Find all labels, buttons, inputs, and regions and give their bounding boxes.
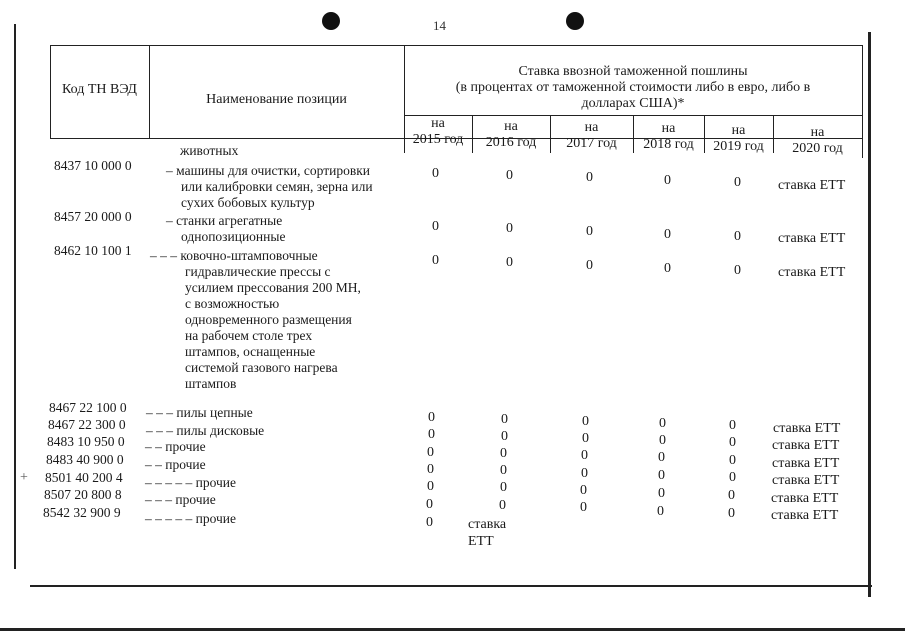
list-rate-2017: 0 bbox=[580, 483, 587, 498]
header-code: Код ТН ВЭД bbox=[62, 82, 137, 97]
name-line: усилием прессования 200 МН, bbox=[185, 280, 361, 295]
right-scan-edge bbox=[868, 32, 871, 597]
name-line: системой газового нагрева bbox=[185, 360, 338, 375]
list-rate-2019: 0 bbox=[729, 418, 736, 433]
year-prefix: на bbox=[584, 120, 599, 135]
list-rate-2018: 0 bbox=[658, 486, 665, 501]
list-code: 8483 10 950 0 bbox=[47, 434, 125, 449]
name-line: на рабочем столе трех bbox=[185, 328, 313, 343]
rate-2016: 0 bbox=[506, 255, 513, 270]
list-name: – – – – – прочие bbox=[145, 511, 237, 526]
margin-mark: + bbox=[20, 470, 28, 485]
list-rate-2015: 0 bbox=[427, 462, 434, 477]
list-code: 8501 40 200 4 bbox=[45, 470, 123, 485]
trailing-rate-line-2: ЕТТ bbox=[468, 534, 494, 549]
list-rate-2016: 0 bbox=[500, 480, 507, 495]
header-year-2015 bbox=[404, 116, 472, 148]
list-code: 8483 40 900 0 bbox=[46, 452, 124, 467]
header-rate-line-3: долларах США)* bbox=[581, 96, 685, 111]
bottom-page-border bbox=[0, 628, 905, 631]
header-year-2020 bbox=[773, 125, 862, 157]
list-rate-2018: 0 bbox=[657, 504, 664, 519]
rate-2018: 0 bbox=[664, 173, 671, 188]
list-code: 8467 22 300 0 bbox=[48, 417, 126, 432]
header-name: Наименование позиции bbox=[206, 92, 347, 107]
list-name: – – – – – прочие bbox=[145, 475, 237, 490]
trailing-rate-line-1: ставка bbox=[468, 517, 507, 532]
page-number: 14 bbox=[433, 18, 446, 33]
header-rate-line-2: (в процентах от таможенной стоимости либо в евро, либо в bbox=[455, 80, 811, 95]
year-label: 2018 год bbox=[643, 137, 694, 152]
rate-2017: 0 bbox=[586, 224, 593, 239]
list-rate-2016: 0 bbox=[500, 463, 507, 478]
rate-2020: ставка ЕТТ bbox=[778, 231, 846, 246]
row-name bbox=[166, 163, 373, 211]
left-scan-edge bbox=[14, 24, 16, 569]
name-line: – станки агрегатные bbox=[166, 213, 283, 228]
name-line: – – – ковочно-штамповочные bbox=[150, 248, 318, 263]
rate-2015: 0 bbox=[432, 219, 439, 234]
header-year-2019 bbox=[704, 123, 773, 155]
name-line: – машины для очистки, сортировки bbox=[166, 163, 370, 178]
row-code: 8437 10 000 0 bbox=[54, 158, 132, 173]
list-rate-2015: 0 bbox=[427, 479, 434, 494]
name-line: или калибровки семян, зерна или bbox=[181, 179, 373, 194]
list-name: – – прочие bbox=[145, 457, 206, 472]
name-line: гидравлические прессы с bbox=[185, 264, 331, 279]
list-rate-2015: 0 bbox=[428, 427, 435, 442]
year-label: 2017 год bbox=[566, 136, 617, 151]
header-year-2017 bbox=[550, 120, 633, 152]
name-line: сухих бобовых культур bbox=[181, 195, 315, 210]
year-prefix: на bbox=[661, 121, 676, 136]
header-year-2018 bbox=[633, 121, 704, 153]
list-rate-2017: 0 bbox=[582, 414, 589, 429]
list-rate-2020: ставка ЕТТ bbox=[772, 456, 840, 471]
list-rate-2020: ставка ЕТТ bbox=[771, 491, 839, 506]
name-line: с возможностью bbox=[185, 296, 280, 311]
year-label: 2019 год bbox=[713, 139, 764, 154]
list-name: – – – прочие bbox=[145, 492, 216, 507]
list-rate-2019: 0 bbox=[729, 435, 736, 450]
list-rate-2020: ставка ЕТТ bbox=[771, 508, 839, 523]
name-line: одновременного размещения bbox=[185, 312, 352, 327]
list-rate-2018: 0 bbox=[659, 433, 666, 448]
bottom-scan-edge bbox=[30, 585, 872, 587]
row-name bbox=[150, 248, 361, 392]
list-name: – – прочие bbox=[145, 439, 206, 454]
rate-2017: 0 bbox=[586, 258, 593, 273]
list-rate-2018: 0 bbox=[658, 450, 665, 465]
list-rate-2020: ставка ЕТТ bbox=[772, 473, 840, 488]
year-label: 2020 год bbox=[792, 141, 843, 156]
list-rate-2016: 0 bbox=[501, 412, 508, 427]
year-prefix: на bbox=[431, 116, 445, 131]
list-name: – – – пилы цепные bbox=[146, 405, 253, 420]
list-code: 8507 20 800 8 bbox=[44, 487, 122, 502]
name-line: однопозиционные bbox=[181, 229, 286, 244]
rate-2016: 0 bbox=[506, 221, 513, 236]
list-rate-2018: 0 bbox=[658, 468, 665, 483]
list-code: 8542 32 900 9 bbox=[43, 505, 121, 520]
rate-2016: 0 bbox=[506, 168, 513, 183]
rate-2019: 0 bbox=[734, 263, 741, 278]
punch-hole-right bbox=[566, 12, 584, 30]
row-code: 8462 10 100 1 bbox=[54, 243, 132, 258]
carryover-text: животных bbox=[180, 143, 239, 158]
rate-2018: 0 bbox=[664, 227, 671, 242]
rate-2020: ставка ЕТТ bbox=[778, 265, 846, 280]
rate-2019: 0 bbox=[734, 229, 741, 244]
table-top-border bbox=[50, 45, 863, 46]
rate-2017: 0 bbox=[586, 170, 593, 185]
list-rate-2017: 0 bbox=[580, 500, 587, 515]
year-label: 2016 год bbox=[485, 135, 537, 150]
table-right-border bbox=[862, 45, 863, 158]
list-rate-2020: ставка ЕТТ bbox=[772, 438, 840, 453]
list-rate-2015: 0 bbox=[426, 515, 433, 530]
list-rate-2015: 0 bbox=[426, 497, 433, 512]
rate-2020: ставка ЕТТ bbox=[778, 178, 846, 193]
list-rate-2020: ставка ЕТТ bbox=[773, 421, 841, 436]
list-rate-2019: 0 bbox=[728, 506, 735, 521]
header-year-2016 bbox=[472, 119, 550, 151]
name-line: штампов bbox=[185, 376, 237, 391]
list-rate-2016: 0 bbox=[501, 429, 508, 444]
rate-2018: 0 bbox=[664, 261, 671, 276]
name-line: штампов, оснащенные bbox=[185, 344, 316, 359]
punch-hole-left bbox=[322, 12, 340, 30]
list-rate-2018: 0 bbox=[659, 416, 666, 431]
rate-2015: 0 bbox=[432, 253, 439, 268]
list-code: 8467 22 100 0 bbox=[49, 400, 127, 415]
year-prefix: на bbox=[504, 119, 518, 134]
list-rate-2016: 0 bbox=[499, 498, 506, 513]
year-label: 2015 год bbox=[412, 132, 464, 147]
list-name: – – – пилы дисковые bbox=[146, 423, 265, 438]
list-rate-2019: 0 bbox=[728, 488, 735, 503]
row-name bbox=[166, 213, 285, 245]
list-rate-2019: 0 bbox=[729, 453, 736, 468]
list-rate-2019: 0 bbox=[729, 470, 736, 485]
year-prefix: на bbox=[810, 125, 825, 140]
rate-2019: 0 bbox=[734, 175, 741, 190]
row-code: 8457 20 000 0 bbox=[54, 209, 132, 224]
rate-2015: 0 bbox=[432, 166, 439, 181]
list-rate-2015: 0 bbox=[427, 445, 434, 460]
year-prefix: на bbox=[731, 123, 746, 138]
list-rate-2017: 0 bbox=[582, 431, 589, 446]
header-rate-line-1: Ставка ввозной таможенной пошлины bbox=[518, 64, 748, 79]
list-rate-2015: 0 bbox=[428, 410, 435, 425]
list-rate-2017: 0 bbox=[581, 448, 588, 463]
list-rate-2017: 0 bbox=[581, 466, 588, 481]
list-rate-2016: 0 bbox=[500, 446, 507, 461]
